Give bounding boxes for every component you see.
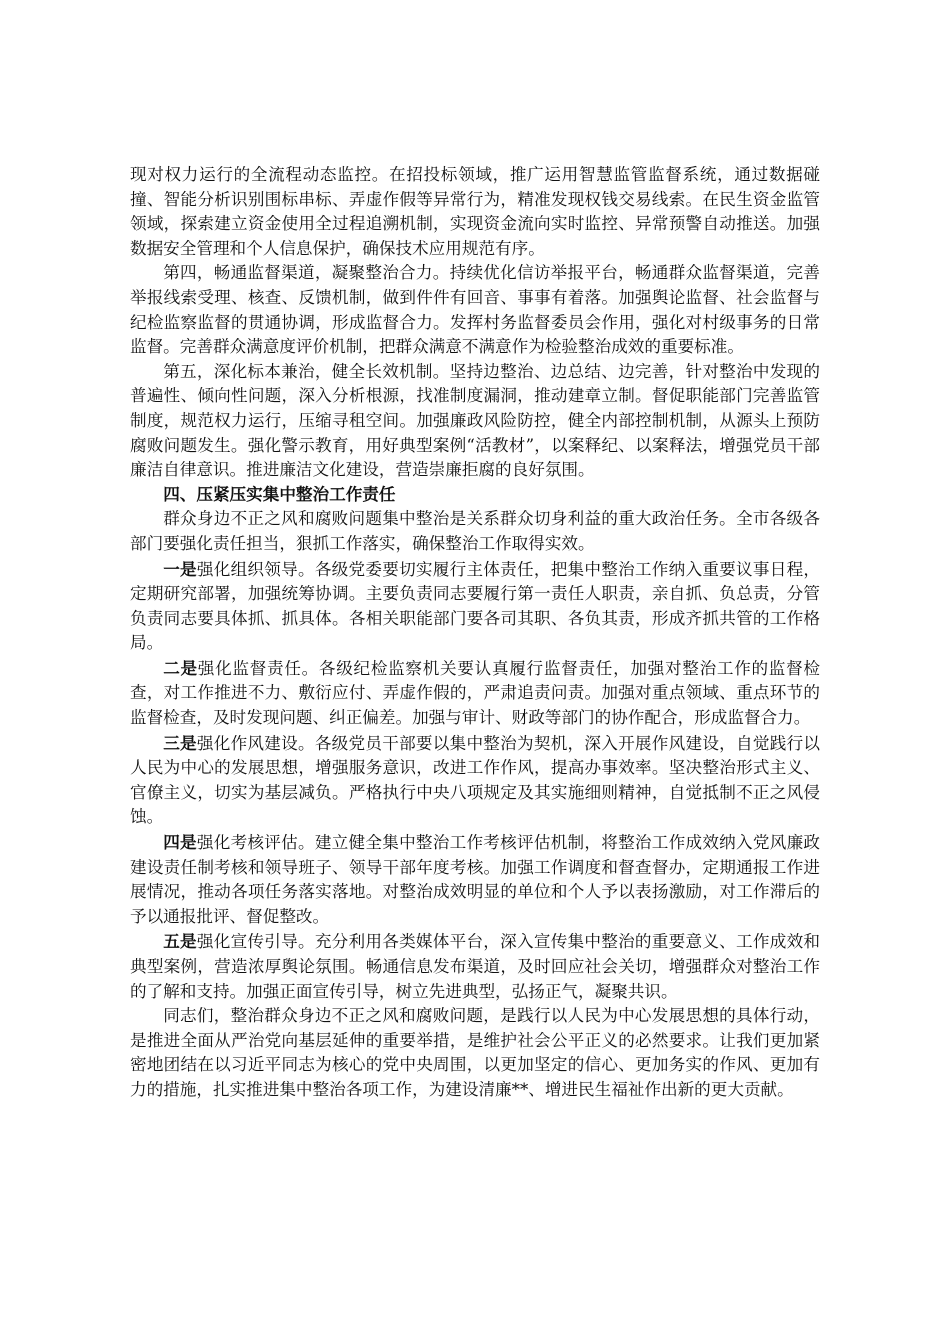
paragraph-fifth-measure: 第五，深化标本兼治，健全长效机制。坚持边整治、边总结、边完善，针对整治中发现的普遍性、倾向性问题，深入分析根源，找准制度漏洞，推动建章立制。督促职能部门完善监管制度，规范权力运行，压缩寻租空间。加强廉政风险防控，健全内部控制机制，从源头上预防腐败问题发生。强化警示教育，用好典型案例“活教材”，以案释纪、以案释法，增强党员干部廉洁自律意识。推进廉洁文化建设，营造崇廉拒腐的良好氛围。 <box>130 361 820 480</box>
item-body-four: 强化考核评估。建立健全集中整治工作考核评估机制，将整治工作成效纳入党风廉政建设责任制考核和领导班子、领导干部年度考核。加强工作调度和督查督办，定期通报工作进展情况，推动各项任务落实落地。对整治成效明显的单位和个人予以表扬激励，对工作滞后的予以通报批评、督促整改。 <box>130 833 821 926</box>
paragraph-fourth-measure: 第四，畅通监督渠道，凝聚整治合力。持续优化信访举报平台，畅通群众监督渠道，完善举报线索受理、核查、反馈机制，做到件件有回音、事事有着落。加强舆论监督、社会监督与纪检监察监督的贯通协调，形成监督合力。发挥村务监督委员会作用，强化对村级事务的日常监督。完善群众满意度评价机制，把群众满意不满意作为检验整治成效的重要标准。 <box>130 263 820 357</box>
paragraph-section-intro: 群众身边不正之风和腐败问题集中整治是关系群众切身利益的重大政治任务。全市各级各部门要强化责任担当，狠抓工作落实，确保整治工作取得实效。 <box>130 509 820 553</box>
document-body <box>130 163 820 1103</box>
item-body-three: 强化作风建设。各级党员干部要以集中整治为契机，深入开展作风建设，自觉践行以人民为中心的发展思想，增强服务意识，改进工作作风，提高办事效率。坚决整治形式主义、官僚主义，切实为基层减负。严格执行中央八项规定及其实施细则精神，自觉抵制不正之风侵蚀。 <box>130 733 821 827</box>
paragraph-item-three <box>130 731 820 830</box>
item-lead-five: 五是 <box>163 931 197 952</box>
paragraph-item-two <box>130 656 820 731</box>
paragraph-item-five <box>130 929 820 1004</box>
paragraph-continuation: 现对权力运行的全流程动态监控。在招投标领域，推广运用智慧监管监督系统，通过数据碰撞、智能分析识别围标串标、弄虚作假等异常行为，精准发现权钱交易线索。在民生资金监管领域，探索建立资金使用全过程追溯机制，实现资金流向实时监控、异常预警自动推送。加强数据安全管理和个人信息保护，确保技术应用规范有序。 <box>130 165 820 258</box>
item-lead-four: 四是 <box>163 832 197 853</box>
item-lead-one: 一是 <box>163 558 197 579</box>
item-body-two: 强化监督责任。各级纪检监察机关要认真履行监督责任，加强对整治工作的监督检查，对工作推进不力、敷衍应付、弄虚作假的，严肃追责问责。加强对重点领域、重点环节的监督检查，及时发现问题、纠正偏差。加强与审计、财政等部门的协作配合，形成监督合力。 <box>130 658 821 728</box>
paragraph-closing: 同志们，整治群众身边不正之风和腐败问题，是践行以人民为中心发展思想的具体行动，是推进全面从严治党向基层延伸的重要举措，是维护社会公平正义的必然要求。让我们更加紧密地团结在以习近平同志为核心的党中央周围，以更加坚定的信心、更加务实的作风、更加有力的措施，扎实推进集中整治各项工作，为建设清廉**、增进民生福祉作出新的更大贡献。 <box>130 1006 820 1099</box>
paragraph-item-four <box>130 830 820 929</box>
section-heading-four: 四、压紧压实集中整治工作责任 <box>163 484 396 504</box>
item-lead-three: 三是 <box>163 732 197 753</box>
paragraph-item-one <box>130 557 820 656</box>
item-lead-two: 二是 <box>163 657 198 678</box>
item-body-five: 强化宣传引导。充分利用各类媒体平台，深入宣传集中整治的重要意义、工作成效和典型案例，营造浓厚舆论氛围。畅通信息发布渠道，及时回应社会关切，增强群众对整治工作的了解和支持。加强正面宣传引导，树立先进典型，弘扬正气，凝聚共识。 <box>130 932 821 1001</box>
item-body-one: 强化组织领导。各级党委要切实履行主体责任，把集中整治工作纳入重要议事日程，定期研究部署，加强统筹协调。主要负责同志要履行第一责任人职责，亲自抓、负总责，分管负责同志要具体抓、抓具体。各相关职能部门要各司其职、各负其责，形成齐抓共管的工作格局。 <box>130 559 821 653</box>
